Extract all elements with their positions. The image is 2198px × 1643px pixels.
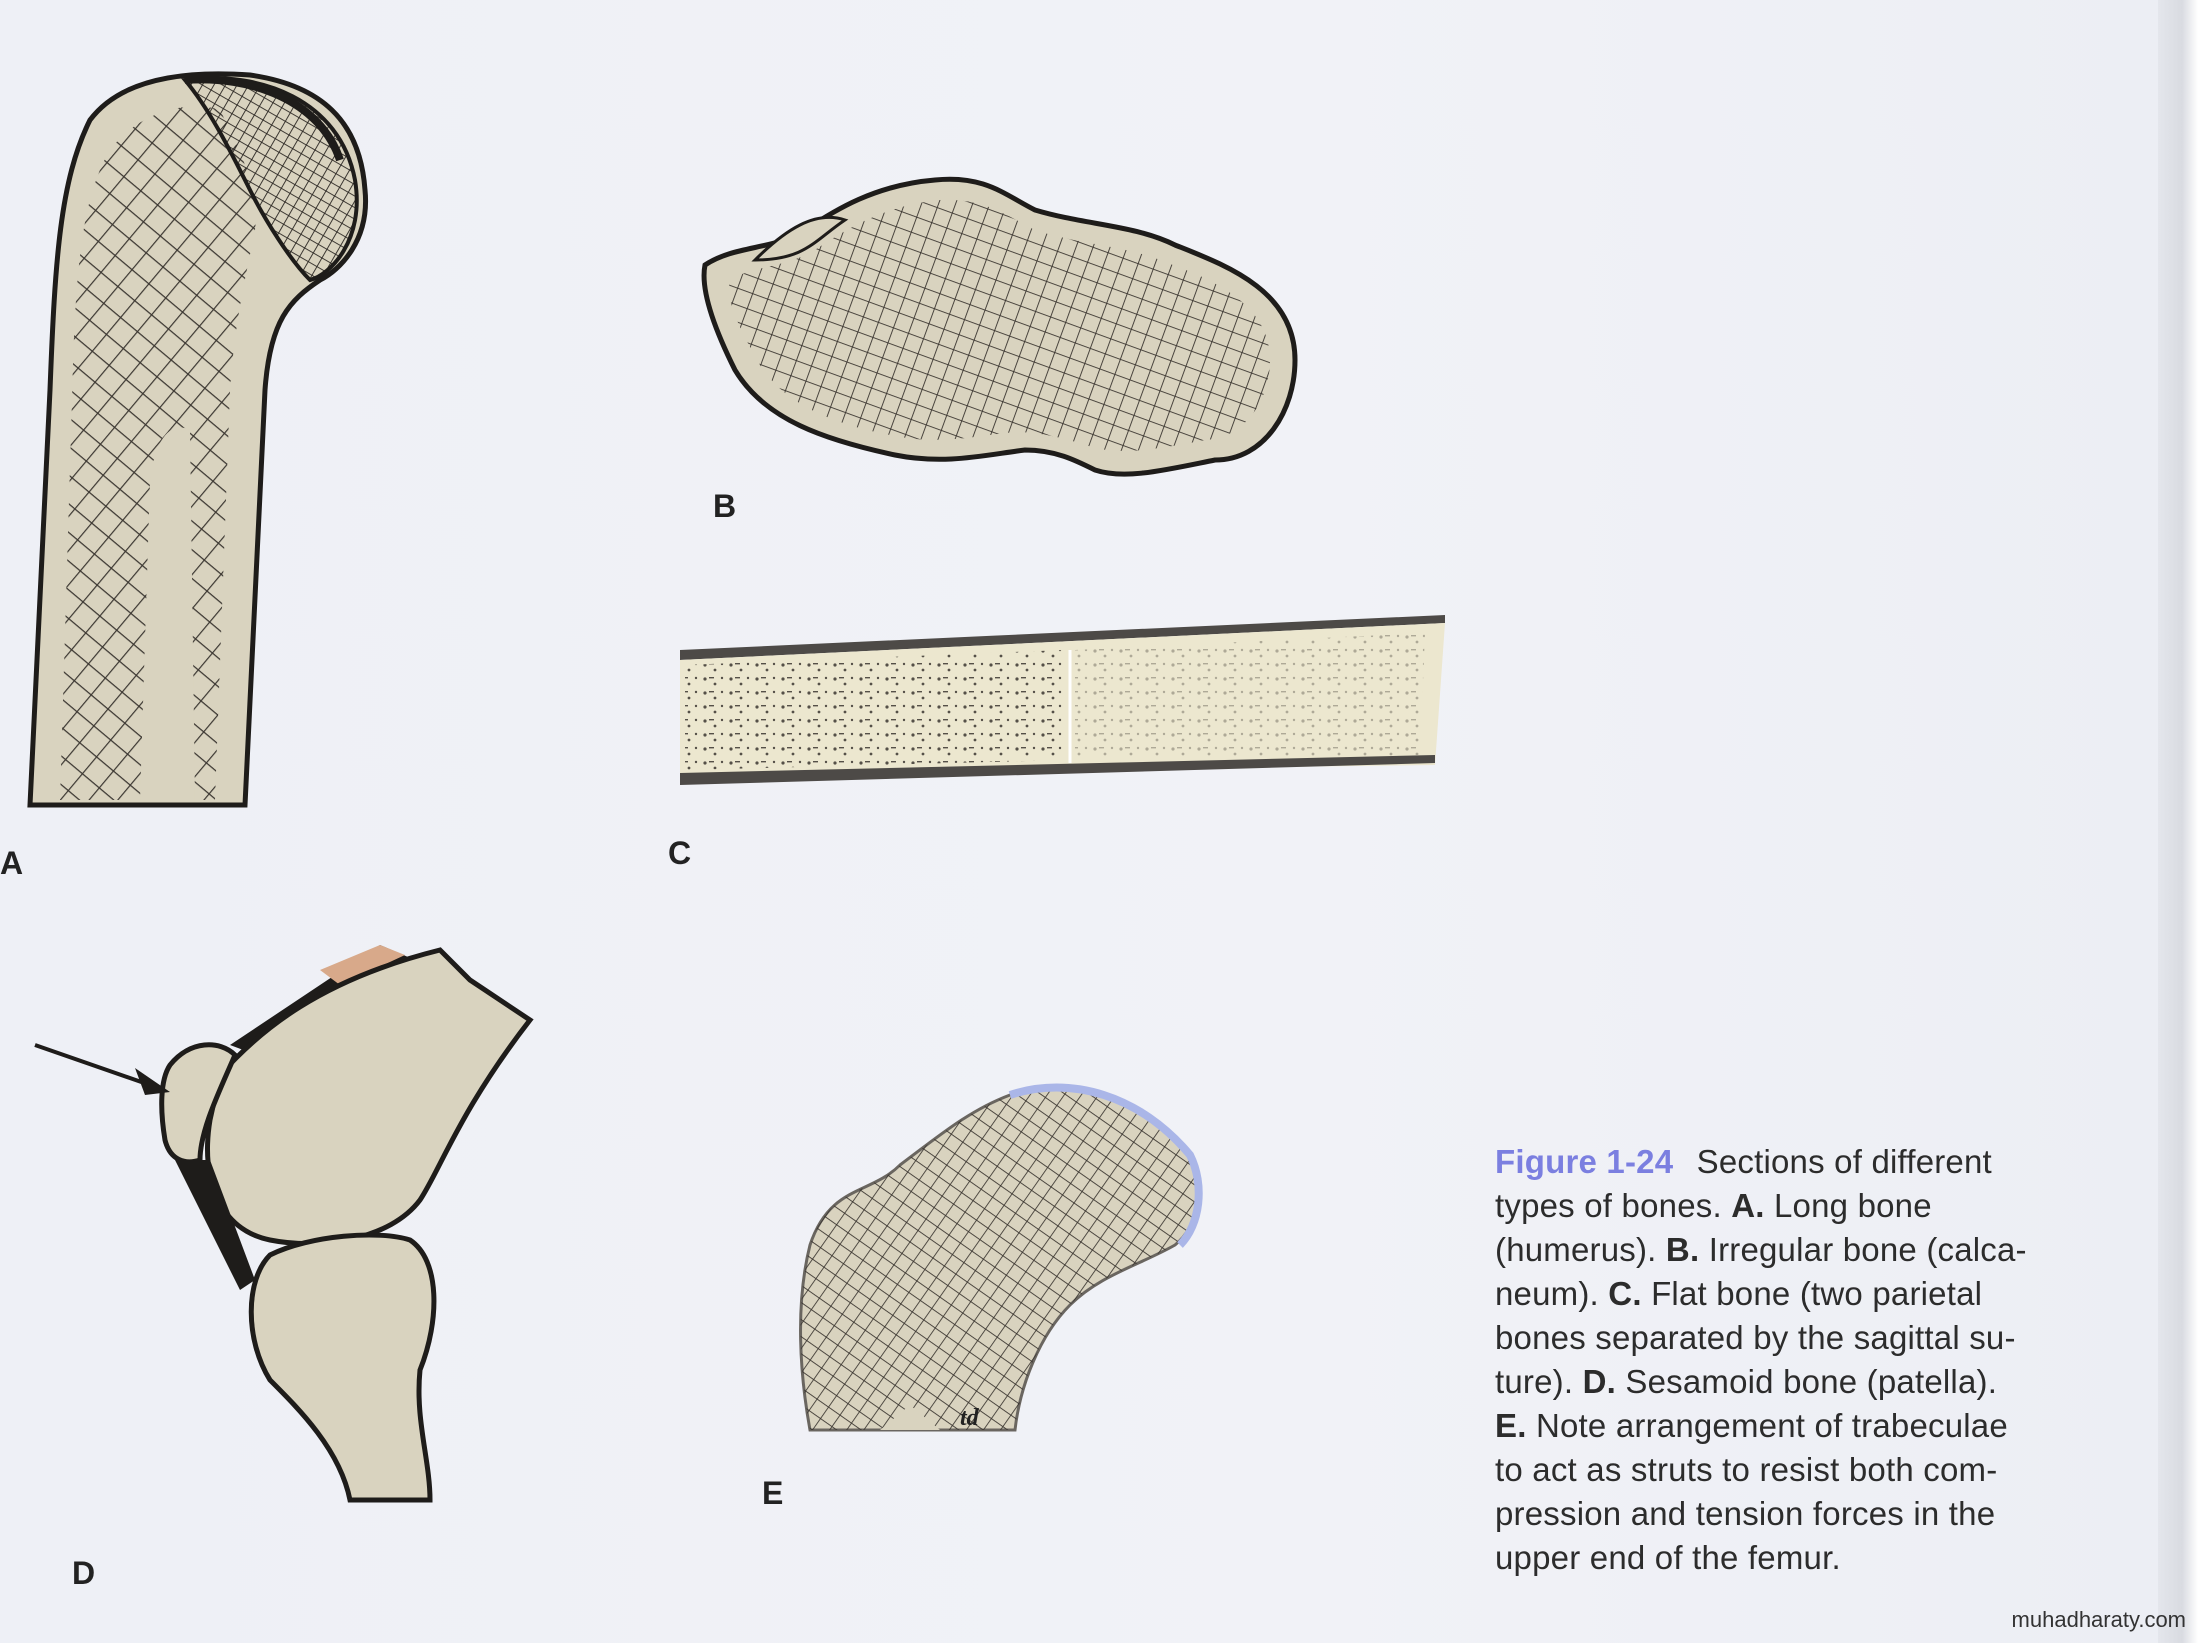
caption-line-2: types of bones. A. Long bone	[1495, 1187, 1932, 1224]
caption-line-7: E. Note arrangement of trabeculae	[1495, 1407, 2008, 1444]
label-c: C	[668, 835, 692, 871]
label-e: E	[762, 1475, 784, 1511]
figure-caption	[1495, 1140, 2195, 1580]
caption-line-5: bones separated by the sagittal su-	[1495, 1319, 2016, 1356]
figure-a-humerus	[20, 60, 440, 820]
label-a: A	[0, 845, 24, 881]
figure-number: Figure 1-24	[1495, 1143, 1674, 1180]
figure-b-calcaneum	[695, 170, 1315, 490]
caption-line-4: neum). C. Flat bone (two parietal	[1495, 1275, 1983, 1312]
figure-e-femur-upper-end	[770, 1075, 1210, 1445]
caption-line-1: Figure 1-24 Sections of different	[1495, 1143, 1992, 1180]
figure-c-flat-bone	[675, 605, 1455, 795]
caption-line-8: to act as struts to resist both com-	[1495, 1451, 1998, 1488]
annotation-td: td	[960, 1405, 979, 1431]
caption-line-9: pression and tension forces in the	[1495, 1495, 1996, 1532]
label-b: B	[713, 488, 737, 524]
caption-line-3: (humerus). B. Irregular bone (calca-	[1495, 1231, 2027, 1268]
caption-line-10: upper end of the femur.	[1495, 1539, 1841, 1576]
label-d: D	[72, 1555, 96, 1591]
figure-d-patella-knee	[20, 940, 560, 1520]
watermark: muhadharaty.com	[2011, 1607, 2186, 1632]
caption-line-6: ture). D. Sesamoid bone (patella).	[1495, 1363, 1998, 1400]
